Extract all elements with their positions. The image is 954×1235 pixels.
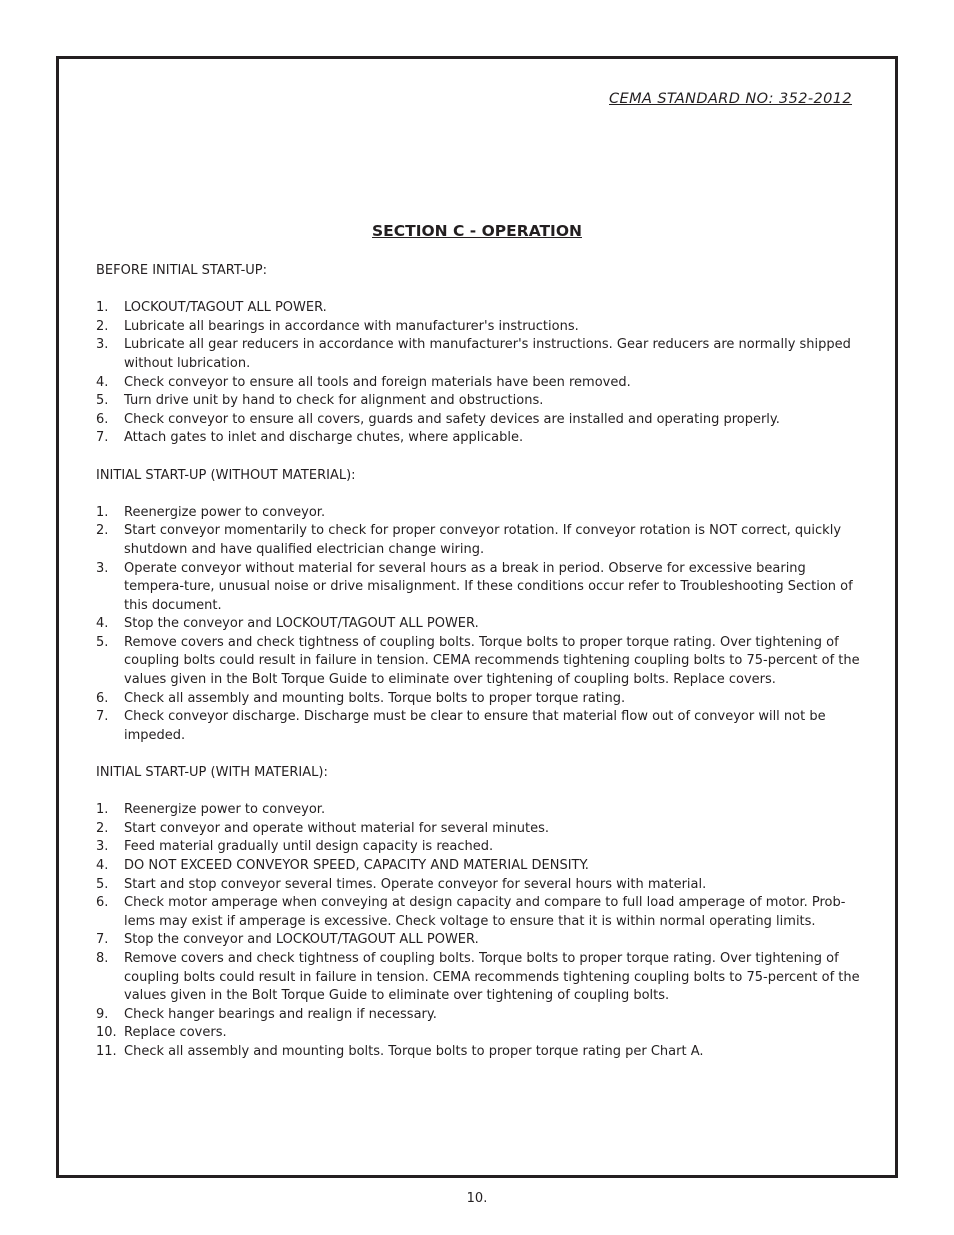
item-text: Start and stop conveyor several times. Operate conveyor for several hours with material. xyxy=(124,876,707,892)
item-number: 6. xyxy=(96,411,109,427)
item-text: Check hanger bearings and realign if necessary. xyxy=(124,1006,437,1022)
item-text: Feed material gradually until design capacity is reached. xyxy=(124,839,494,855)
list-item xyxy=(96,857,861,876)
list-item xyxy=(96,1006,861,1025)
item-text: Reenergize power to conveyor. xyxy=(124,504,326,520)
item-number: 4. xyxy=(96,858,109,873)
list-item xyxy=(96,374,861,393)
list-item xyxy=(96,522,861,559)
list-item xyxy=(96,634,861,690)
item-text: Check all assembly and mounting bolts. Torque bolts to proper torque rating. xyxy=(124,690,626,706)
item-text: Check conveyor discharge. Discharge must be clear to ensure that material flow out of conveyor will not be impeded. xyxy=(124,709,826,743)
item-number: 6. xyxy=(96,690,109,706)
item-number: 7. xyxy=(96,932,109,948)
item-text: DO NOT EXCEED CONVEYOR SPEED, CAPACITY AND MATERIAL DENSITY. xyxy=(124,858,589,873)
list-item xyxy=(96,336,861,373)
list-item xyxy=(96,950,861,1006)
standard-number: CEMA STANDARD NO: 352-2012 xyxy=(609,91,852,107)
item-text: Reenergize power to conveyor. xyxy=(124,802,326,818)
section-startup-without-material xyxy=(96,467,861,746)
document-body xyxy=(96,262,861,1080)
list-item xyxy=(96,838,861,857)
item-number: 2. xyxy=(96,820,109,836)
steps-list xyxy=(96,299,861,448)
section-before-startup xyxy=(96,262,861,448)
item-number: 1. xyxy=(96,504,109,520)
item-text: Remove covers and check tightness of coupling bolts. Torque bolts to proper torque rating. Over tightening of coupling bolts could result in failure in tension. CEMA recommends tightening coupling bolts to 75-percent of the values given in the Bolt Torque Guide to eliminate over tightening of coupling bolts. Replace covers. xyxy=(124,634,860,688)
item-text: Check motor amperage when conveying at design capacity and compare to full load amperage of motor. Prob-lems may exist if amperage is excessive. Check voltage to ensure that it is within normal operating limits. xyxy=(124,895,846,929)
page-number: 10. xyxy=(466,1191,488,1206)
steps-list xyxy=(96,504,861,746)
item-number: 2. xyxy=(96,318,109,334)
list-item xyxy=(96,429,861,448)
item-number: 5. xyxy=(96,634,109,650)
list-item xyxy=(96,876,861,895)
list-item xyxy=(96,504,861,523)
list-item xyxy=(96,1043,861,1062)
item-text: Stop the conveyor and LOCKOUT/TAGOUT ALL POWER. xyxy=(124,932,479,948)
item-number: 1. xyxy=(96,802,109,818)
section-title: SECTION C - OPERATION xyxy=(372,222,582,240)
list-item xyxy=(96,894,861,931)
list-item xyxy=(96,299,861,318)
item-number: 9. xyxy=(96,1006,109,1022)
item-number: 7. xyxy=(96,430,109,446)
list-item xyxy=(96,820,861,839)
item-number: 5. xyxy=(96,876,109,892)
item-text: Remove covers and check tightness of coupling bolts. Torque bolts to proper torque rating. Over tightening of coupling bolts could result in failure in tension. CEMA recommends tightening coupling bolts to 75-percent of the values given in the Bolt Torque Guide to eliminate over tightening of coupling bolts. xyxy=(124,950,860,1004)
section-heading: INITIAL START-UP (WITH MATERIAL): xyxy=(96,765,328,781)
list-item xyxy=(96,318,861,337)
list-item xyxy=(96,801,861,820)
item-number: 5. xyxy=(96,393,109,409)
section-startup-with-material xyxy=(96,764,861,1062)
list-item xyxy=(96,560,861,616)
item-text: Turn drive unit by hand to check for alignment and obstructions. xyxy=(124,393,544,409)
steps-list xyxy=(96,801,861,1061)
section-heading: INITIAL START-UP (WITHOUT MATERIAL): xyxy=(96,467,356,483)
list-item xyxy=(96,411,861,430)
item-text: Check conveyor to ensure all covers, guards and safety devices are installed and operating properly. xyxy=(124,411,780,427)
list-item xyxy=(96,615,861,634)
item-number: 8. xyxy=(96,950,109,966)
item-text: Lubricate all bearings in accordance with manufacturer's instructions. xyxy=(124,318,579,334)
item-text: Stop the conveyor and LOCKOUT/TAGOUT ALL POWER. xyxy=(124,616,479,632)
list-item xyxy=(96,392,861,411)
item-number: 3. xyxy=(96,337,109,353)
item-number: 2. xyxy=(96,523,109,539)
item-text: Start conveyor and operate without material for several minutes. xyxy=(124,820,550,836)
item-number: 3. xyxy=(96,560,109,576)
item-number: 1. xyxy=(96,300,109,316)
item-number: 3. xyxy=(96,839,109,855)
item-number: 10. xyxy=(96,1025,117,1041)
item-text: Check all assembly and mounting bolts. Torque bolts to proper torque rating per Chart A. xyxy=(124,1043,704,1059)
item-text: Start conveyor momentarily to check for proper conveyor rotation. If conveyor rotation is NOT correct, quickly shutdown and have qualified electrician change wiring. xyxy=(124,523,842,557)
item-text: Check conveyor to ensure all tools and foreign materials have been removed. xyxy=(124,374,631,390)
item-text: Lubricate all gear reducers in accordance with manufacturer's instructions. Gear reducers are normally shipped without lubrication. xyxy=(124,337,851,371)
section-heading: BEFORE INITIAL START-UP: xyxy=(96,263,267,278)
item-number: 4. xyxy=(96,374,109,390)
list-item xyxy=(96,708,861,745)
item-number: 6. xyxy=(96,895,109,911)
item-number: 7. xyxy=(96,709,109,725)
list-item xyxy=(96,1024,861,1043)
item-text: LOCKOUT/TAGOUT ALL POWER. xyxy=(124,300,327,316)
list-item xyxy=(96,690,861,709)
item-number: 4. xyxy=(96,616,109,632)
item-text: Operate conveyor without material for several hours as a break in period. Observe for excessive bearing tempera-ture, unusual noise or drive misalignment. If these conditions occur refer to Troubleshooting Section of this document. xyxy=(124,560,853,613)
item-text: Replace covers. xyxy=(124,1025,227,1041)
item-number: 11. xyxy=(96,1043,117,1059)
item-text: Attach gates to inlet and discharge chutes, where applicable. xyxy=(124,430,524,446)
list-item xyxy=(96,931,861,950)
